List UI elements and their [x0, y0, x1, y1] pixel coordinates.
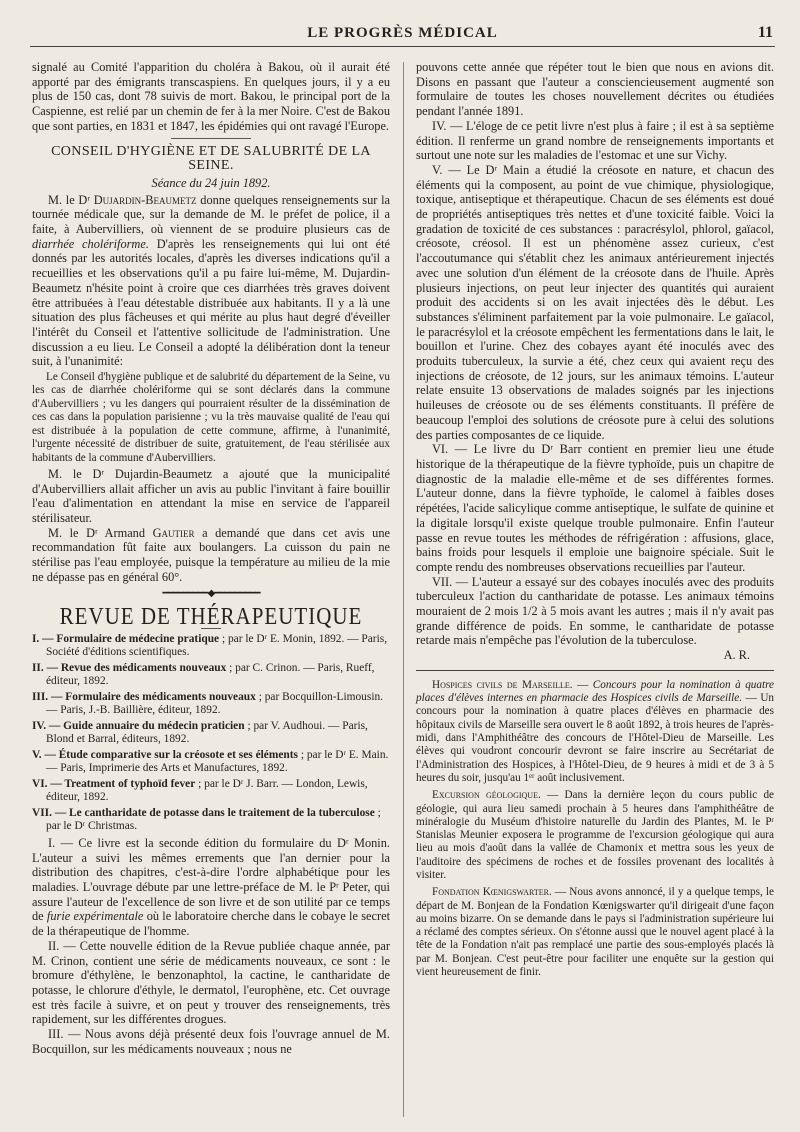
text-run: donne quelques renseignements sur la tournée médicale que, sur la demande de M. le préfet de police, il a faite, à Aubervilliers, où viennent de se produire plusieurs cas de — [32, 192, 390, 237]
news-subheading: Concours pour la nomination à quatre places d'élèves internes en pharmacie des Hospices civils de Marseille. — [416, 678, 775, 705]
item-details: ; par le Dʳ E. Main. — Paris, Imprimerie des Arts et Manufactures, 1892. — [46, 748, 389, 775]
session-date: Séance du 24 juin 1892. — [151, 175, 271, 190]
text-run: M. le Dʳ Armand — [48, 525, 146, 540]
item-title: — Étude comparative sur la créosote et ses éléments — [44, 748, 298, 761]
item-number: IV. — [32, 719, 47, 732]
item-details: ; par le Dʳ E. Monin, 1892. — Paris, Société d'éditions scientifiques. — [46, 632, 388, 659]
item-number: VII. — [32, 806, 52, 819]
text-run: a demandé que dans cet avis une recommandation fût faite aux boulangers. La cuisson du pain ne stérilise pas l'eau employée, puisque la température au milieu de la mie ne dépasse pas en général 60°. — [32, 525, 390, 584]
review-list — [32, 633, 390, 834]
person-name: Gautier — [152, 525, 195, 540]
person-name: Dujardin-Beaumetz — [93, 192, 197, 207]
item-title: — Treatment of typhoïd fever — [50, 777, 196, 790]
emphasis: diarrhée cholériforme. — [32, 236, 149, 251]
news-heading: Hospices civils de Marseille. — [432, 678, 573, 691]
item-number: I. — [32, 632, 40, 645]
section-heading: CONSEIL D'HYGIÈNE ET DE SALUBRITÉ DE LA SEINE. — [51, 143, 371, 174]
item-number: II. — [32, 661, 44, 674]
news-heading: Excursion géologique. — [432, 789, 541, 802]
paragraph — [32, 526, 390, 585]
news-divider — [416, 670, 774, 671]
item-number: VI. — [32, 777, 48, 790]
item-title: — Formulaire des médicaments nouveaux — [51, 690, 256, 703]
item-title: — Formulaire de médecine pratique — [42, 632, 220, 645]
review-item — [32, 662, 390, 689]
paragraph: pouvons cette année que répéter tout le bien que nous en avions dit. Disons en passant que l'auteur a consciencieusement augmenté son formulaire de toutes les choses nouvellement décrites ou étudiées pendant l'année 1891. — [416, 60, 774, 119]
item-details: ; par le Dʳ J. Barr. — London, Lewis, éditeur, 1892. — [46, 777, 368, 804]
item-details: ; par Bocquillon-Limousin. — Paris, J.-B. Baillière, éditeur, 1892. — [46, 690, 384, 717]
section-divider — [171, 138, 251, 139]
text-run: M. le Dʳ — [48, 192, 91, 207]
journal-title: LE PROGRÈS MÉDICAL — [307, 25, 498, 41]
review-item — [32, 778, 390, 805]
header-rule — [30, 46, 775, 47]
review-item — [32, 749, 390, 776]
text-run: I. — Ce livre est la seconde édition du formulaire du Dʳ Monin. L'auteur a suivi les mêmes errements que l'an dernier pour la distribution des chapitres, c'est-à-dire l'ordre alphabétique pour les maladies. L'ouvrage débute par une lettre-préface de M. le Pʳ Peter, qui assure l'auteur de l'excellence de son livre et de son utilité par ce temps de — [32, 835, 390, 924]
news-heading: Fondation Kœnigswarter. — [432, 886, 552, 899]
review-item — [32, 807, 390, 834]
news-item — [416, 789, 774, 882]
intro-paragraph: signalé au Comité l'apparition du choléra à Bakou, où il aurait été apporté par des émigrants transcaspiens. En quelques jours, il y a eu plus de 150 cas, dont 78 suivis de mort. Bakou, le principal port de la Caspienne, est relié par un chemin de fer à la mer Noire. C'est de Bakou que sont parties, en 1831 et 1847, les épidémies qui ont ravagé l'Europe. — [32, 60, 390, 133]
review-title: REVUE DE THÉRAPEUTIQUE — [59, 602, 363, 630]
item-title: — Guide annuaire du médecin praticien — [48, 719, 245, 732]
signature-text: A. R. — [723, 648, 750, 663]
news-section — [416, 679, 774, 980]
text-run: où le laboratoire cherche dans le cobaye le secret de la thérapeutique de l'homme. — [32, 909, 390, 939]
ornament-divider: ━━━━━━━━━◆━━━━━━━━━ — [162, 587, 260, 599]
review-paragraph — [32, 836, 390, 939]
review-paragraph: II. — Cette nouvelle édition de la Revue publiée chaque année, par M. Crinon, contient une série de médicaments nouveaux, ce sont : le bromure d'éthylène, le benzonaphtol, la cactine, le cantharidate de potasse, le chlorure d'éthyle, le dermatol, l'europhène, etc. Cet ouvrage est très facile à suivre, et on peut y trouver des renseignements, très rapidement, sur les différentes drogues. — [32, 938, 390, 1027]
item-details: ; par V. Audhoui. — Paris, Blond et Barral, éditeurs, 1892. — [46, 719, 368, 746]
review-item — [32, 720, 390, 747]
news-item — [416, 886, 774, 979]
column-divider — [403, 62, 404, 1117]
quote-text: Le Conseil d'hygiène publique et de salubrité du département de la Seine, vu les cas de diarrhée cholériforme qui se sont déclarés dans la commune d'Aubervilliers ; vu les dangers qui pourraient résulter de la dissémination de ces cas dans la population parisienne ; vu la très mauvaise qualité de l'eau qui est distribuée à la population de cette commune, affirme, à l'unanimité, l'urgente nécessité de distribuer de suite, gratuitement, de l'eau stérilisée aux habitants de la commune d'Aubervilliers. — [32, 371, 390, 464]
resolution-quote — [32, 371, 390, 465]
review-item — [32, 633, 390, 660]
review-paragraph: V. — Le Dʳ Main a étudié la créosote en nature, et chacun des éléments qui la composent, au point de vue chimique, physiologique, toxique, antiseptique et thérapeutique. Chacun de ses éléments est doué de propriétés antiseptiques très nettes et d'une toxicité faible. Voici la gradation de toxicité de ces substances : paracrésylol, phlorol, gaïacol, créosote, créosol. Il est un phénomène assez curieux, c'est l'accoutumance qui s'établit chez les animaux antérieurement injectés avec une solution d'un élément de la créosote dans de l'huile. Après plusieurs injections, on peut leur injecter des quantités qui auraient produit des accidents si on les avait injectées dès le début. Les substances s'éliminent parfaitement par la voie pulmonaire. Le gaïacol, le paracrésylol et la créosote empêchent les fermentations dans le lait, le bouillon et l'urine. Chez des cobayes ayant été inoculés avec des produits tuberculeux, la survie a été, chez ceux qui avaient reçu des injections de créosote, de 12 jours, sur les animaux témoins. L'auteur relate ensuite 13 observations de malades soignés par les injections huileuses de créosote ou de ses éléments constituants. Il préfère de beaucoup l'emploi des solutions de créosote pure à celui des solutions des parties composantes de ce liquide. — [416, 162, 774, 442]
left-column — [32, 60, 390, 1056]
paragraph: M. le Dʳ Dujardin-Beaumetz a ajouté que la municipalité d'Aubervilliers allait afficher un avis au public l'invitant à faire bouillir l'eau d'alimentation en attendant la mise en service de l'appareil stérilisateur. — [32, 466, 390, 526]
item-details: ; par C. Crinon. — Paris, Rueff, éditeur, 1892. — [46, 661, 375, 688]
news-item: Hospices civils de Marseille. — Concours pour la nomination à quatre places d'élèves internes en pharmacie des Hospices civils de Marseille. — Un concours pour la nomination à quatre places d'élèves en pharmacie des hôpitaux civils de Marseille sera ouvert le 8 août 1892, à trois heures de l'après-midi, dans l'Amphithéâtre des concours de l'Hôtel-Dieu de Marseille. Les élèves qui voudront concourir devront se faire inscrire au Secrétariat de l'Administration des Hospices, à l'Hôtel-Dieu, de 9 heures à midi et de 3 à 5 heures du soir, jusqu'au 1ᵉʳ août inclusivement. — [416, 678, 775, 784]
item-details: ; par le Dʳ Christmas. — [46, 806, 381, 833]
news-text: — Dans la dernière leçon du cours public de géologie, qui aura lieu samedi prochain à 5 heures dans l'amphithéâtre de minéralogie du Muséum d'histoire naturelle du Jardin des Plantes, M. le Pʳ Stanislas Meunier exposera le programme de l'excursion géologique qui aura lieu au mois d'août dans la vallée de Chamonix et mettra sous les yeux de l'auditoire des spécimens de roches et de fossiles provenant des localités à visiter. — [416, 789, 775, 881]
paragraph — [32, 193, 390, 369]
item-number: V. — [32, 748, 42, 761]
review-paragraph: VI. — Le livre du Dʳ Barr contient en premier lieu une étude historique de la thérapeutique de la fièvre typhoïde, puis un chapitre de diagnostic de la maladie elle-même et de ses différentes formes. L'auteur donne, dans la fièvre typhoïde, le calomel à faibles doses répétées, l'acide salicylique comme antiseptique, le sulfate de quinine et la digitale lorsqu'il existe quelque trouble pulmonaire. Enfin l'auteur passe en revue toutes les méthodes de réfrigération : affusions, glace, bains froids pour lesquels il emploie une baignoire spéciale. Suit le compte rendu des nombreuses observations recueillies par l'auteur. — [416, 442, 774, 574]
review-item — [32, 691, 390, 718]
news-text: — Nous avons annoncé, il y a quelque temps, le départ de M. Bonjean de la Fondation Kœnigswarter qu'il dirigeait d'une façon au moins bizarre. On se demande dans le pays si l'administration supérieure lui a réclamé des comptes sérieux. On s'étonne aussi que le nouvel agent placé à la tête de la Fondation n'ait pas remplacé une partie des sous-employés placés là par M. Bonjean. C'est peut-être pour faciliter une enquête sur la gestion qui vient heureusement de finir. — [416, 886, 774, 979]
review-paragraph: III. — Nous avons déjà présenté deux fois l'ouvrage annuel de M. Bocquillon, sur les médicaments nouveaux ; nous ne — [32, 1027, 390, 1056]
right-column — [416, 60, 774, 979]
news-text: — Un concours pour la nomination à quatre places d'élèves en pharmacie des hôpitaux civils de Marseille sera ouvert le 8 août 1892, à trois heures de l'après-midi, dans l'Amphithéâtre des concours de l'Hôtel-Dieu de Marseille. Les élèves qui voudront concourir devront se faire inscrire au Secrétariat de l'Administration des Hospices, à l'Hôtel-Dieu, de 9 heures à midi et de 3 à 5 heures du soir, jusqu'au 1ᵉʳ août inclusivement. — [416, 692, 774, 784]
review-paragraph: IV. — L'éloge de ce petit livre n'est plus à faire ; il est à sa septième édition. Il renferme un grand nombre de renseignements importants et surtout une note sur les maladies de l'estomac et une sur Vichy. — [416, 118, 774, 163]
emphasis: furie expérimentale — [46, 909, 144, 924]
text-run: D'après les renseignements qui lui ont été donnés par les autorités locales, d'après les diverses indications qu'il a recueillies et les observations qu'il a pu faire lui-même, M. Dujardin-Beaumetz n'hésite point à croire que ces diarrhées très graves doivent être attribuées à l'eau détestable distribuée aux habitants. Il y a là une situation des plus fâcheuses et qui mérite au plus haut degré d'éveiller l'intérêt du Conseil et l'attentive sollicitude de l'administration. Une discussion a eu lieu. Le Conseil a adopté la délibération dont la teneur suit, à l'unanimité: — [32, 236, 390, 369]
page-header — [30, 22, 775, 44]
item-number: III. — [32, 690, 49, 703]
review-paragraph: VII. — L'auteur a essayé sur des cobayes inoculés avec des produits tuberculeux l'action du cantharidate de potasse. Les animaux témoins mouraient de 2 mois 1/2 à 5 mois avant les autres ; mais il n'y avait pas grande différence de poids. En somme, le cantharidate de potasse retarde mais n'empêche pas l'évolution de la tuberculose. — [416, 574, 774, 648]
page-number: 11 — [757, 24, 773, 41]
item-title: — Le cantharidate de potasse dans le traitement de la tuberculose — [54, 806, 375, 819]
signature — [416, 648, 774, 663]
item-title: — Revue des médicaments nouveaux — [46, 661, 227, 674]
